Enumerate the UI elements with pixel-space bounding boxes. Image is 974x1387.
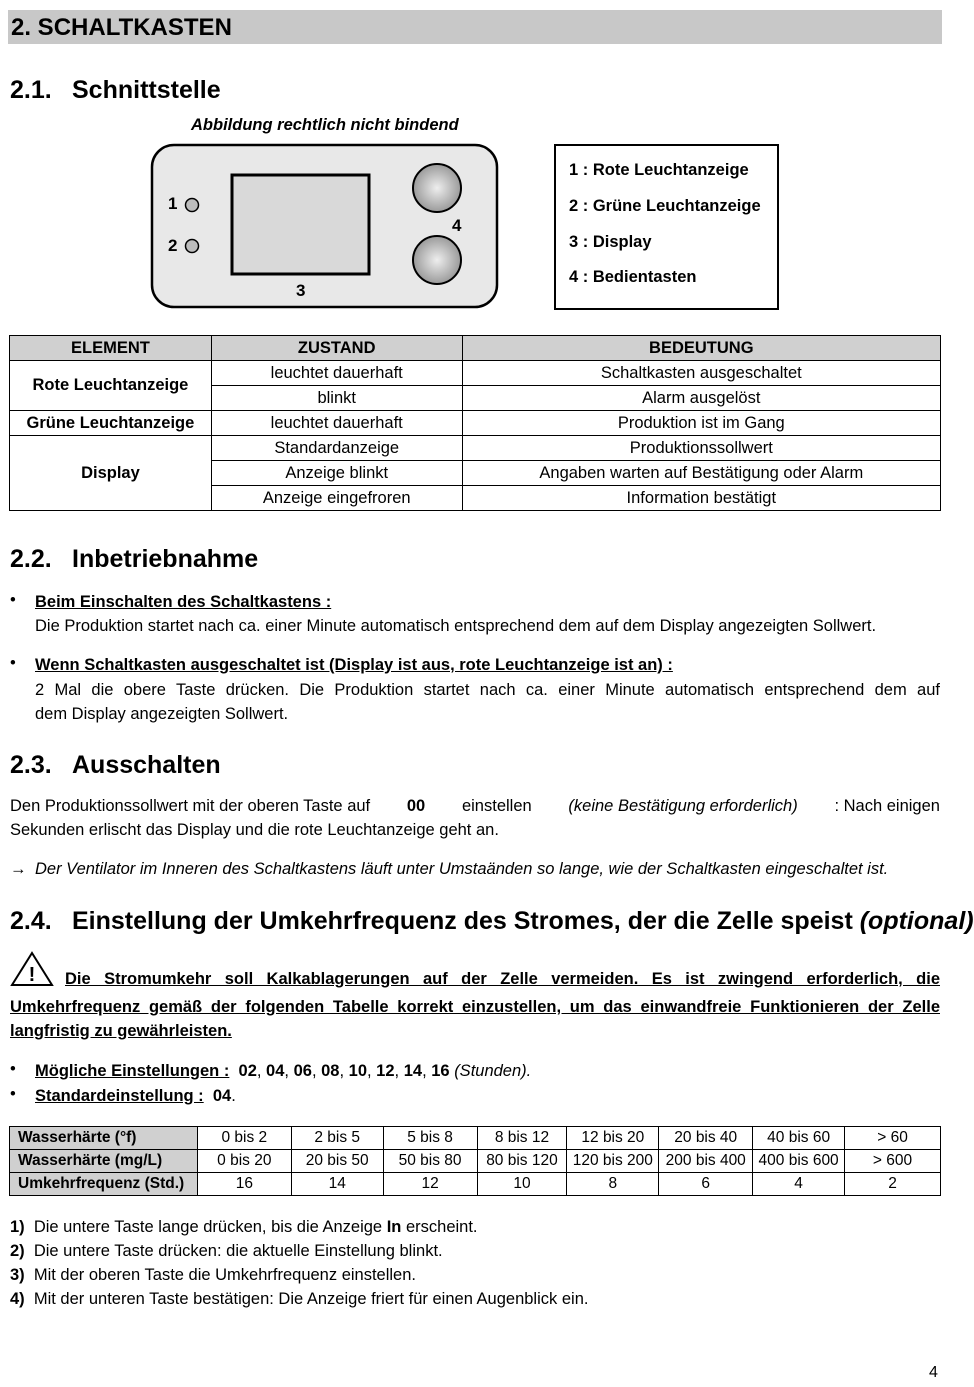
table-header-row <box>10 336 941 361</box>
table-cell: 6 <box>659 1173 753 1196</box>
state-cell: leuchtet dauerhaft <box>211 411 462 436</box>
table-cell: 16 <box>197 1173 291 1196</box>
display-screen <box>232 175 369 274</box>
meaning-cell: Alarm ausgelöst <box>462 386 940 411</box>
warning-text: Die Stromumkehr soll Kalkablagerungen auf der Zelle vermeiden. Es ist zwingend erforderlich, die <box>65 970 940 988</box>
text: Den Produktionssollwert mit der oberen Taste auf <box>10 797 371 815</box>
heading-title: Ausschalten <box>72 751 221 779</box>
table-cell: 20 bis 50 <box>291 1150 383 1173</box>
note-text: Der Ventilator im Inneren des Schaltkastens läuft unter Umstaänden so lange, wie der Schaltkasten eingeschaltet ist. <box>35 860 889 878</box>
italic-text: (keine Bestätigung erforderlich) <box>568 797 798 815</box>
label-display: 3 <box>296 281 306 300</box>
heading-title: Inbetriebnahme <box>72 545 259 573</box>
figure-caption: Abbildung rechtlich nicht bindend <box>191 116 459 134</box>
table-cell: 12 bis 20 <box>567 1127 659 1150</box>
value-text: 00 <box>406 797 426 815</box>
heading-title: Einstellung der Umkehrfrequenz des Stromes, der die Zelle speist <box>72 907 853 935</box>
table-cell: 120 bis 200 <box>567 1150 659 1173</box>
list-item <box>10 1239 588 1263</box>
step-number: 1) <box>10 1218 25 1236</box>
table-cell: 400 bis 600 <box>753 1150 845 1173</box>
step-text: erscheint. <box>405 1218 478 1236</box>
bullet-title <box>35 590 331 614</box>
table-row <box>10 411 941 436</box>
heading-number: 2.2. <box>10 545 52 573</box>
heading-number: 2.4. <box>10 907 52 935</box>
page-number: 4 <box>929 1364 938 1381</box>
warning-icon <box>10 951 54 987</box>
heading-title: Schnittstelle <box>72 76 221 104</box>
table-cell: > 60 <box>845 1127 941 1150</box>
settings-value: 08 <box>321 1062 340 1080</box>
arrow-icon: → <box>10 860 27 878</box>
state-cell: leuchtet dauerhaft <box>211 361 462 386</box>
bullet-dot: • <box>10 591 16 609</box>
meaning-cell: Angaben warten auf Bestätigung oder Alarm <box>462 461 940 486</box>
row-label: Wasserhärte (°f) <box>10 1127 198 1150</box>
table-cell: 20 bis 40 <box>659 1127 753 1150</box>
table-row <box>10 436 941 461</box>
column-header: ELEMENT <box>10 336 212 361</box>
warning-text: Umkehrfrequenz gemäß der folgenden Tabelle korrekt einzustellen, um das einwandfreie Funktionieren der Zelle <box>10 998 940 1016</box>
bullet-title-text: Wenn Schaltkasten ausgeschaltet ist (Display ist aus, rote Leuchtanzeige ist an) : <box>35 656 673 674</box>
table-row <box>10 361 941 386</box>
section-header <box>8 10 942 44</box>
table-cell: 50 bis 80 <box>383 1150 477 1173</box>
heading-2-4 <box>10 907 974 936</box>
heading-2-2 <box>10 545 258 574</box>
legend-item: 2 : Grüne Leuchtanzeige <box>569 197 761 215</box>
heading-optional: (optional) <box>859 907 974 935</box>
settings-value: 04 <box>266 1062 285 1080</box>
list-item <box>10 1263 588 1287</box>
paragraph: Die Produktion startet nach ca. einer Minute automatisch entsprechend dem auf dem Display angezeigten Sollwert. <box>35 617 877 635</box>
table-cell: 12 <box>383 1173 477 1196</box>
bullet-dot: • <box>10 1060 16 1078</box>
step-text: Die untere Taste drücken: die aktuelle Einstellung blinkt. <box>33 1242 443 1260</box>
table-row <box>10 1150 941 1173</box>
label-led2: 2 <box>168 236 178 255</box>
paragraph: dem Display angezeigten Sollwert. <box>35 705 289 723</box>
bullet-dot: • <box>10 1085 16 1103</box>
table-cell: 0 bis 2 <box>197 1127 291 1150</box>
step-number: 2) <box>10 1242 25 1260</box>
list-item <box>10 1215 588 1239</box>
table-cell: 8 <box>567 1173 659 1196</box>
paragraph <box>10 794 940 818</box>
table-row <box>10 1173 941 1196</box>
bullet-title <box>35 653 673 677</box>
settings-value: 10 <box>348 1062 367 1080</box>
table-cell: 14 <box>291 1173 383 1196</box>
table-row <box>10 1127 941 1150</box>
bullet-title-text: Beim Einschalten des Schaltkastens : <box>35 593 332 611</box>
legend-item: 3 : Display <box>569 233 652 251</box>
table-cell: 40 bis 60 <box>753 1127 845 1150</box>
upper-button <box>413 164 461 212</box>
control-panel-illustration <box>150 143 502 311</box>
settings-unit: (Stunden). <box>454 1062 532 1080</box>
section-title: 2. SCHALTKASTEN <box>11 14 232 41</box>
element-cell: Grüne Leuchtanzeige <box>10 411 212 436</box>
label-buttons: 4 <box>452 216 462 235</box>
settings-label: Mögliche Einstellungen : <box>35 1062 230 1080</box>
table-cell: 10 <box>477 1173 567 1196</box>
meaning-cell: Produktionssollwert <box>462 436 940 461</box>
default-value: 04 <box>212 1087 232 1105</box>
table-cell: 2 <box>845 1173 941 1196</box>
table-cell: 5 bis 8 <box>383 1127 477 1150</box>
default-label: Standardeinstellung : <box>35 1087 204 1105</box>
column-header: ZUSTAND <box>211 336 462 361</box>
element-cell: Display <box>10 436 212 511</box>
step-number: 4) <box>10 1290 25 1308</box>
legend-item: 1 : Rote Leuchtanzeige <box>569 161 749 179</box>
settings-value: 12 <box>376 1062 395 1080</box>
heading-2-3 <box>10 751 221 780</box>
step-text: Mit der unteren Taste bestätigen: Die Anzeige friert für einen Augenblick ein. <box>33 1290 589 1308</box>
label-led1: 1 <box>168 194 178 213</box>
paragraph: 2 Mal die obere Taste drücken. Die Produktion startet nach ca. einer Minute automatisch entsprechend dem auf <box>35 681 940 699</box>
step-text: Die untere Taste lange drücken, bis die Anzeige <box>33 1218 383 1236</box>
legend-item: 4 : Bedientasten <box>569 268 697 286</box>
step-value: In <box>386 1218 402 1236</box>
frequency-table <box>9 1126 941 1196</box>
state-cell: Standardanzeige <box>211 436 462 461</box>
text: . <box>231 1087 236 1105</box>
row-label: Wasserhärte (mg/L) <box>10 1150 198 1173</box>
list-item <box>10 1287 588 1311</box>
default-line <box>35 1084 236 1108</box>
step-number: 3) <box>10 1266 25 1284</box>
table-cell: 80 bis 120 <box>477 1150 567 1173</box>
table-cell: > 600 <box>845 1150 941 1173</box>
settings-value: 16 <box>431 1062 450 1080</box>
warning-glyph: ! <box>28 964 36 986</box>
table-cell: 4 <box>753 1173 845 1196</box>
green-led <box>186 240 199 253</box>
settings-value: 14 <box>403 1062 423 1080</box>
state-cell: Anzeige eingefroren <box>211 486 462 511</box>
step-text: Mit der oberen Taste die Umkehrfrequenz einstellen. <box>33 1266 416 1284</box>
heading-number: 2.3. <box>10 751 52 779</box>
meaning-cell: Produktion ist im Gang <box>462 411 940 436</box>
settings-value: 02 <box>238 1062 257 1080</box>
meaning-cell: Information bestätigt <box>462 486 940 511</box>
heading-number: 2.1. <box>10 76 52 104</box>
row-label: Umkehrfrequenz (Std.) <box>10 1173 198 1196</box>
state-cell: blinkt <box>211 386 462 411</box>
text: : Nach einigen <box>834 797 940 815</box>
paragraph: Sekunden erlischt das Display und die rote Leuchtanzeige geht an. <box>10 821 499 839</box>
legend-box <box>554 144 779 310</box>
red-led <box>186 199 199 212</box>
lower-button <box>413 236 461 284</box>
state-cell: Anzeige blinkt <box>211 461 462 486</box>
table-cell: 2 bis 5 <box>291 1127 383 1150</box>
bullet-dot: • <box>10 654 16 672</box>
table-cell: 200 bis 400 <box>659 1150 753 1173</box>
warning-text: langfristig zu gewährleisten. <box>10 1022 232 1040</box>
element-cell: Rote Leuchtanzeige <box>10 361 212 411</box>
heading-2-1 <box>10 76 221 105</box>
meaning-cell: Schaltkasten ausgeschaltet <box>462 361 940 386</box>
settings-value: 06 <box>293 1062 312 1080</box>
text: einstellen <box>461 797 532 815</box>
column-header: BEDEUTUNG <box>462 336 940 361</box>
settings-line: Mögliche Einstellungen : 02, 04, 06, 08, 10, 12, 14, 16 (Stunden). <box>35 1062 532 1080</box>
steps-list <box>10 1215 588 1311</box>
table-cell: 8 bis 12 <box>477 1127 567 1150</box>
status-table <box>9 335 941 511</box>
table-cell: 0 bis 20 <box>197 1150 291 1173</box>
